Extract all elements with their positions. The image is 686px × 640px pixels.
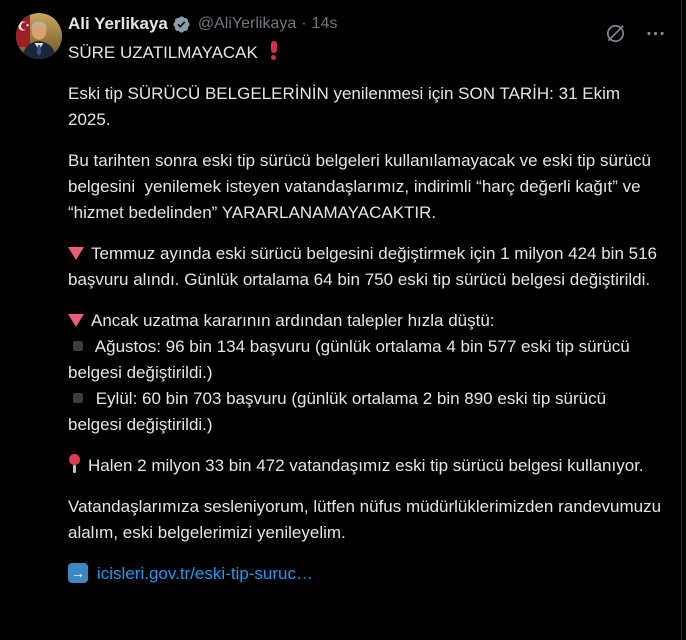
black-small-square-icon [73,393,83,403]
tweet-text: Bu tarihten sonra eski tip sürücü belgeleri kullanılamayacak ve eski tip sürücü belgesini yenilemek isteyen vatandaşlarımız, indirimli “harç değerli kağıt” ve “hizmet bedelinden” YARARLANAMAYACAKTIR. [68,151,656,222]
tweet-paragraph [68,241,662,293]
more-button[interactable] [643,21,668,46]
tweet-text: Halen 2 milyon 33 bin 472 vatandaşımız eski tip sürücü belgesi kullanıyor. [88,456,644,475]
exclamation-mark-icon [270,41,277,60]
tweet-body [68,40,666,587]
display-name[interactable]: Ali Yerlikaya [68,14,168,33]
timestamp: 14s [311,15,338,32]
verified-badge-icon [172,15,191,34]
tweet-header [68,12,662,36]
avatar-image [16,13,62,59]
tweet-paragraph [68,453,662,479]
round-pushpin-icon [68,454,81,474]
tweet-link[interactable]: icisleri.gov.tr/eski-tip-suruc… [97,564,314,583]
tweet-paragraph [68,81,662,133]
tweet-text: Eylül: 60 bin 703 başvuru (günlük ortalama 2 bin 890 eski tip sürücü belgesi değiştirildi.) [68,389,611,434]
tweet-text: Ancak uzatma kararının ardından talepler hızla düştü: [91,311,495,330]
right-arrow-icon [68,563,88,583]
black-small-square-icon [73,341,83,351]
avatar[interactable] [16,13,62,59]
more-icon [645,23,666,44]
tweet-paragraph [68,40,662,66]
tweet-paragraph [68,308,662,438]
tweet-paragraph [68,148,662,226]
tweet-text: Vatandaşlarımıza sesleniyorum, lütfen nüfus müdürlüklerimizden randevumuzu alalım, eski belgelerimizi yenileyelim. [68,497,666,542]
small-red-triangle-down-icon [68,247,84,260]
tweet-paragraph [68,561,662,587]
right-edge-divider [681,0,682,640]
tweet-text: SÜRE UZATILMAYACAK [68,43,263,62]
timestamp-separator: · [301,15,307,32]
grok-button[interactable] [602,20,629,47]
grok-icon [604,22,627,45]
tweet-text: Temmuz ayında eski sürücü belgesini değiştirmek için 1 milyon 424 bin 516 başvuru alındı. Günlük ortalama 64 bin 750 eski tip sürücü belgesi değiştirildi. [68,244,662,289]
tweet-text: Ağustos: 96 bin 134 başvuru (günlük ortalama 4 bin 577 eski tip sürücü belgesi değiştirildi.) [68,337,635,382]
tweet-paragraph [68,494,666,546]
tweet-text: Eski tip SÜRÜCÜ BELGELERİNİN yenilenmesi için SON TARİH: 31 Ekim 2025. [68,84,625,129]
small-red-triangle-down-icon [68,314,84,327]
user-handle[interactable]: @AliYerlikaya [197,15,297,32]
tweet-header-actions [602,20,668,47]
